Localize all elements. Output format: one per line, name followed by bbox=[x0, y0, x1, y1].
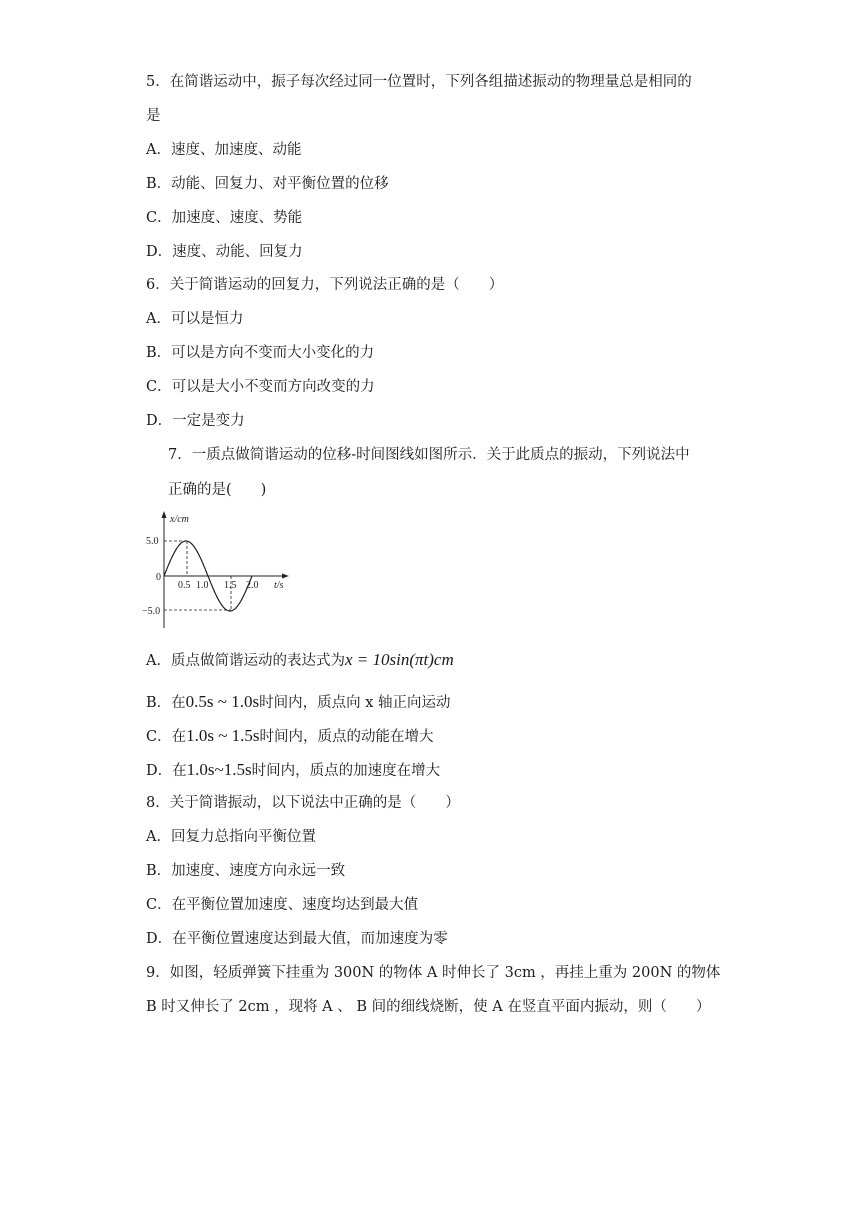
q7-option-b-suffix: 时间内，质点向 x 轴正向运动 bbox=[259, 695, 451, 711]
q6-option-d: D．一定是变力 bbox=[146, 413, 245, 429]
y-axis-label: x/cm bbox=[170, 514, 189, 525]
q8-stem: 8．关于简谐振动，以下说法中正确的是（ ） bbox=[146, 795, 460, 811]
x-tick-1-5: 1.5 bbox=[224, 580, 237, 591]
displacement-time-graph bbox=[140, 505, 300, 633]
x-tick-2-0: 2.0 bbox=[246, 580, 259, 591]
q8-option-b: B．加速度、速度方向永远一致 bbox=[146, 863, 346, 879]
q5-stem-line1: 5．在简谐运动中，振子每次经过同一位置时，下列各组描述振动的物理量总是相同的 bbox=[146, 74, 692, 90]
x-axis-arrow-icon bbox=[282, 574, 289, 579]
q5-option-a: A．速度、加速度、动能 bbox=[146, 142, 302, 158]
q5-option-c: C．加速度、速度、势能 bbox=[146, 210, 303, 226]
q8-option-a: A．回复力总指向平衡位置 bbox=[146, 829, 316, 845]
q7-stem-line2: 正确的是( ) bbox=[168, 482, 267, 498]
q7-option-d-suffix: 时间内，质点的加速度在增大 bbox=[251, 763, 441, 779]
q5-stem-line2: 是 bbox=[146, 108, 161, 124]
q6-option-c: C．可以是大小不变而方向改变的力 bbox=[146, 379, 375, 395]
y-tick-neg: −5.0 bbox=[142, 606, 161, 617]
q5-option-d: D．速度、动能、回复力 bbox=[146, 244, 303, 260]
y-tick-zero: 0 bbox=[156, 572, 161, 583]
q7-option-a-text: A．质点做简谐运动的表达式为 bbox=[146, 653, 345, 669]
q6-option-b: B．可以是方向不变而大小变化的力 bbox=[146, 345, 375, 361]
q6-stem: 6．关于简谐运动的回复力，下列说法正确的是（ ） bbox=[146, 277, 504, 293]
q7-option-c-formula: 1.0s ~ 1.5s bbox=[186, 726, 260, 745]
x-tick-0-5: 0.5 bbox=[178, 580, 191, 591]
q8-option-c: C．在平衡位置加速度、速度均达到最大值 bbox=[146, 897, 419, 913]
q7-option-a-formula: x = 10sin(πt)cm bbox=[344, 650, 454, 669]
q5-option-b: B．动能、回复力、对平衡位置的位移 bbox=[146, 176, 389, 192]
q7-option-d-prefix: D．在 bbox=[146, 763, 187, 779]
q6-option-a: A．可以是恒力 bbox=[146, 311, 244, 327]
q7-option-b bbox=[146, 692, 451, 713]
q7-option-d-formula: 1.0s~1.5s bbox=[186, 760, 252, 779]
x-tick-1-0: 1.0 bbox=[196, 580, 209, 591]
q7-option-b-prefix: B．在 bbox=[146, 695, 186, 711]
q7-option-b-formula: 0.5s ~ 1.0s bbox=[185, 692, 260, 711]
q8-option-d: D．在平衡位置速度达到最大值，而加速度为零 bbox=[146, 931, 448, 947]
q7-stem-line1: 7．一质点做简谐运动的位移-时间图线如图所示．关于此质点的振动，下列说法中 bbox=[168, 447, 690, 463]
q7-option-a bbox=[146, 650, 454, 671]
y-axis-arrow-icon bbox=[162, 511, 167, 518]
q7-option-c bbox=[146, 726, 434, 747]
q9-stem-line1: 9．如图，轻质弹簧下挂重为 300N 的物体 A 时伸长了 3cm ，再挂上重为 200N 的物体 bbox=[146, 965, 721, 981]
q9-stem-line2: B 时又伸长了 2cm ，现将 A 、 B 间的细线烧断，使 A 在竖直平面内振动，则（ ） bbox=[146, 999, 711, 1015]
x-axis-label: t/s bbox=[274, 580, 284, 591]
q7-option-c-suffix: 时间内，质点的动能在增大 bbox=[259, 729, 434, 745]
q7-option-d bbox=[146, 760, 440, 781]
y-tick-pos: 5.0 bbox=[146, 536, 159, 547]
q7-option-c-prefix: C．在 bbox=[146, 729, 187, 745]
